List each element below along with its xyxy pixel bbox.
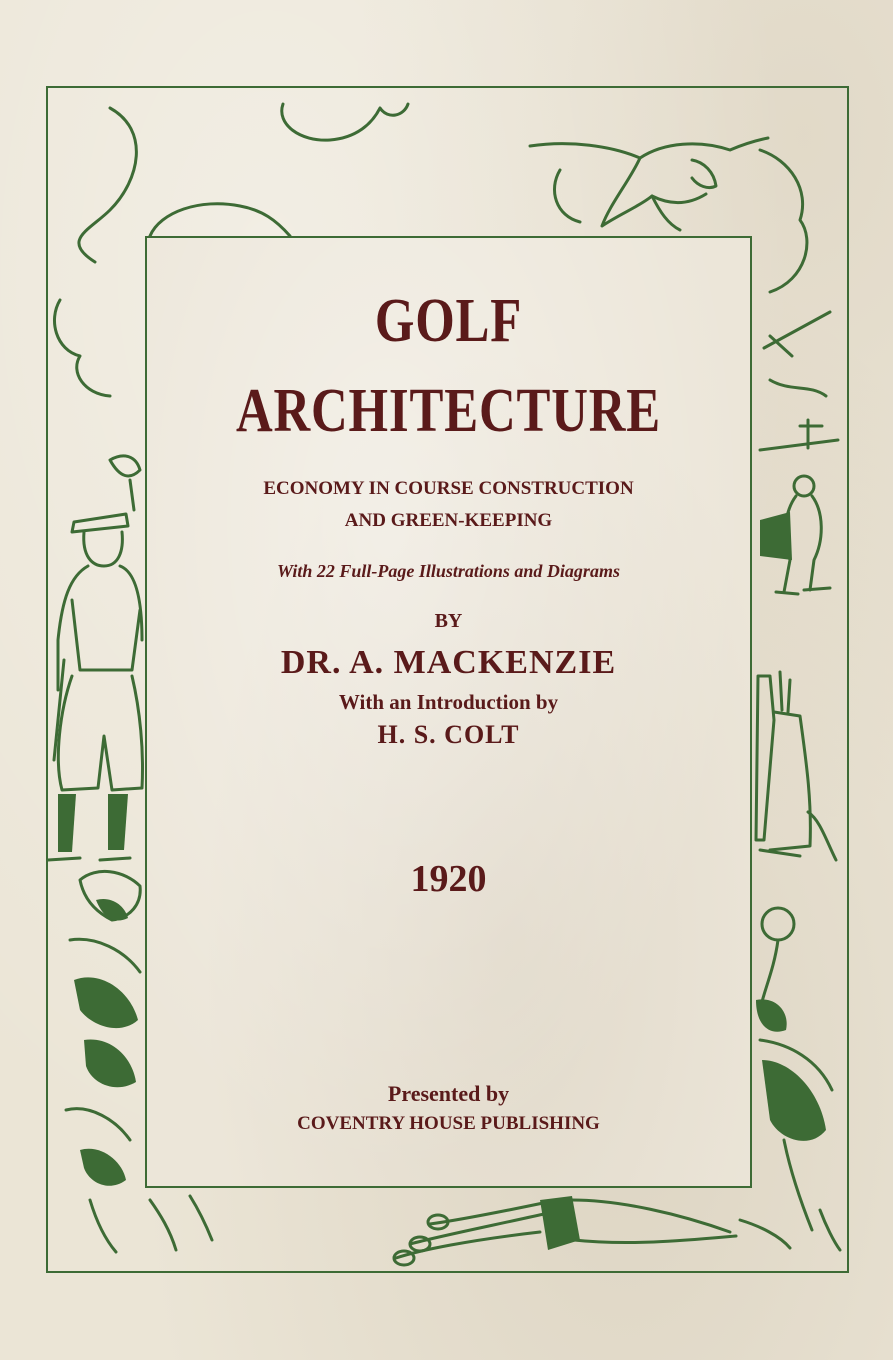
title-panel	[145, 236, 752, 1188]
golfer-figure-illustration	[48, 514, 143, 860]
publication-year: 1920	[410, 858, 487, 900]
illustrations-note: With 22 Full-Page Illustrations and Diagrams	[277, 561, 620, 581]
hunter-illustration	[760, 312, 838, 450]
title-line-1: GOLF	[374, 287, 523, 355]
author-name: DR. A. MACKENZIE	[280, 644, 617, 681]
golf-clubs-illustration	[394, 1196, 790, 1265]
presented-by-label: Presented by	[387, 1081, 510, 1106]
foliage-illustration	[756, 908, 840, 1250]
subtitle-line-1: ECONOMY IN COURSE CONSTRUCTION	[263, 478, 634, 499]
subtitle-line-2: AND GREEN-KEEPING	[344, 510, 553, 531]
tree-illustration	[110, 456, 140, 510]
publisher-name: COVENTRY HOUSE PUBLISHING	[297, 1113, 600, 1134]
by-label: BY	[434, 610, 463, 632]
golfer-figure-illustration	[760, 476, 830, 594]
introduction-label: With an Introduction by	[338, 690, 559, 714]
title-line-2: ARCHITECTURE	[235, 377, 662, 445]
golf-bag-illustration	[756, 672, 836, 860]
introduction-author: H. S. COLT	[377, 720, 520, 749]
